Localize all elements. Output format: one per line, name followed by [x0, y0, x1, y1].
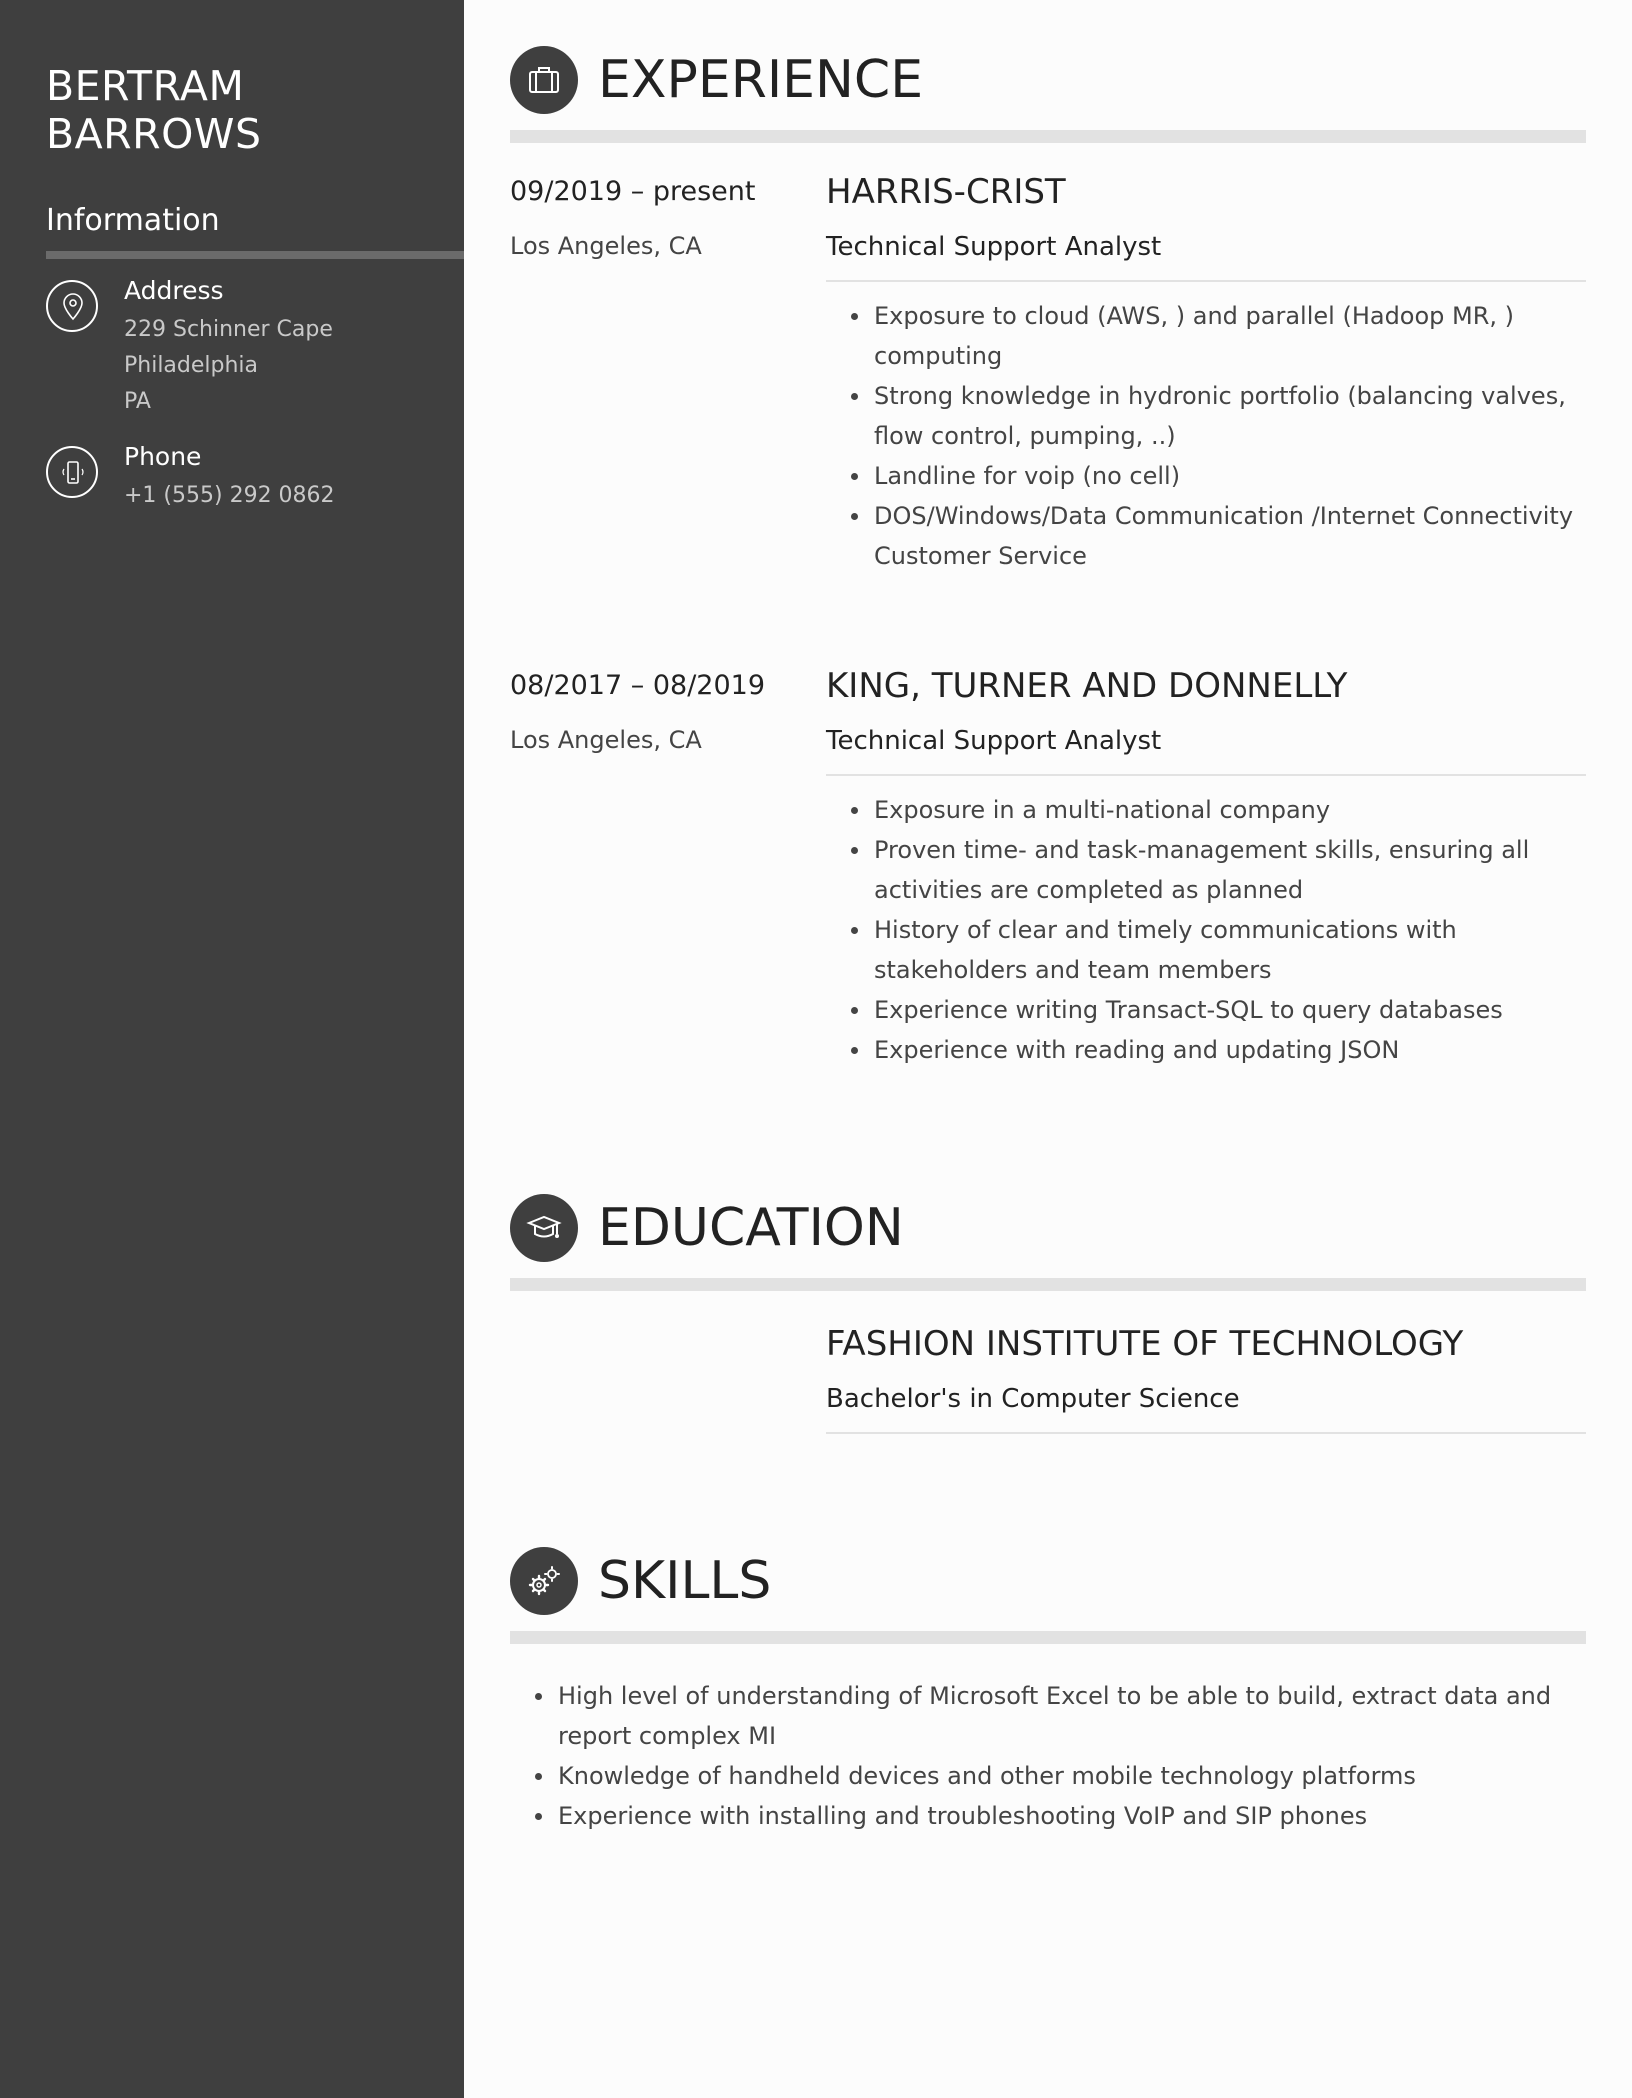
briefcase-icon [510, 46, 578, 114]
graduation-cap-icon [510, 1194, 578, 1262]
skills-title: SKILLS [598, 1551, 772, 1611]
map-pin-icon [46, 280, 98, 332]
job-date: 08/2017 – 08/2019 [510, 670, 765, 701]
information-divider [46, 251, 464, 259]
job-bullet: Experience with reading and updating JSON [874, 1030, 1586, 1070]
job-location: Los Angeles, CA [510, 232, 702, 260]
education-degree: Bachelor's in Computer Science [826, 1384, 1240, 1414]
phone-number: +1 (555) 292 0862 [124, 483, 335, 508]
education-rule [826, 1432, 1586, 1434]
skills-divider [510, 1631, 1586, 1644]
job-role: Technical Support Analyst [826, 726, 1162, 756]
experience-title: EXPERIENCE [598, 50, 924, 110]
education-school: FASHION INSTITUTE OF TECHNOLOGY [826, 1324, 1464, 1364]
education-divider [510, 1278, 1586, 1291]
last-name: BARROWS [46, 110, 262, 158]
experience-divider [510, 130, 1586, 143]
address-lines [124, 312, 333, 420]
skill-item: High level of understanding of Microsoft Excel to be able to build, extract data and report complex MI [558, 1676, 1586, 1756]
skill-item: Knowledge of handheld devices and other mobile technology platforms [558, 1756, 1586, 1796]
address-line-state: PA [124, 389, 151, 414]
job-role: Technical Support Analyst [826, 232, 1162, 262]
job-bullet: Exposure in a multi-national company [874, 790, 1586, 830]
candidate-name [46, 62, 426, 158]
phone-label: Phone [124, 442, 202, 471]
job-date: 09/2019 – present [510, 176, 756, 207]
job-divider [826, 280, 1586, 282]
job-divider [826, 774, 1586, 776]
job-company: KING, TURNER AND DONNELLY [826, 666, 1348, 706]
job-company: HARRIS-CRIST [826, 172, 1066, 212]
job-bullet: Landline for voip (no cell) [874, 456, 1586, 496]
mobile-phone-icon [46, 446, 98, 498]
first-name: BERTRAM [46, 62, 245, 110]
education-title: EDUCATION [598, 1198, 904, 1258]
gears-icon [510, 1547, 578, 1615]
job-bullet: Proven time- and task-management skills, ensuring all activities are completed as planned [874, 830, 1586, 910]
job-bullet: DOS/Windows/Data Communication /Internet Connectivity Customer Service [874, 496, 1586, 576]
phone-value [124, 478, 335, 514]
job-bullets [826, 790, 1586, 1070]
sidebar [0, 0, 464, 2098]
address-label: Address [124, 276, 224, 305]
information-heading: Information [46, 203, 220, 238]
job-bullet: History of clear and timely communications with stakeholders and team members [874, 910, 1586, 990]
address-line-city: Philadelphia [124, 353, 259, 378]
job-bullets [826, 296, 1586, 576]
job-bullet: Experience writing Transact-SQL to query databases [874, 990, 1586, 1030]
job-location: Los Angeles, CA [510, 726, 702, 754]
job-bullet: Strong knowledge in hydronic portfolio (balancing valves, flow control, pumping, ..) [874, 376, 1586, 456]
skill-item: Experience with installing and troubleshooting VoIP and SIP phones [558, 1796, 1586, 1836]
job-bullet: Exposure to cloud (AWS, ) and parallel (Hadoop MR, ) computing [874, 296, 1586, 376]
address-line-street: 229 Schinner Cape [124, 317, 333, 342]
skills-list [510, 1676, 1586, 1836]
